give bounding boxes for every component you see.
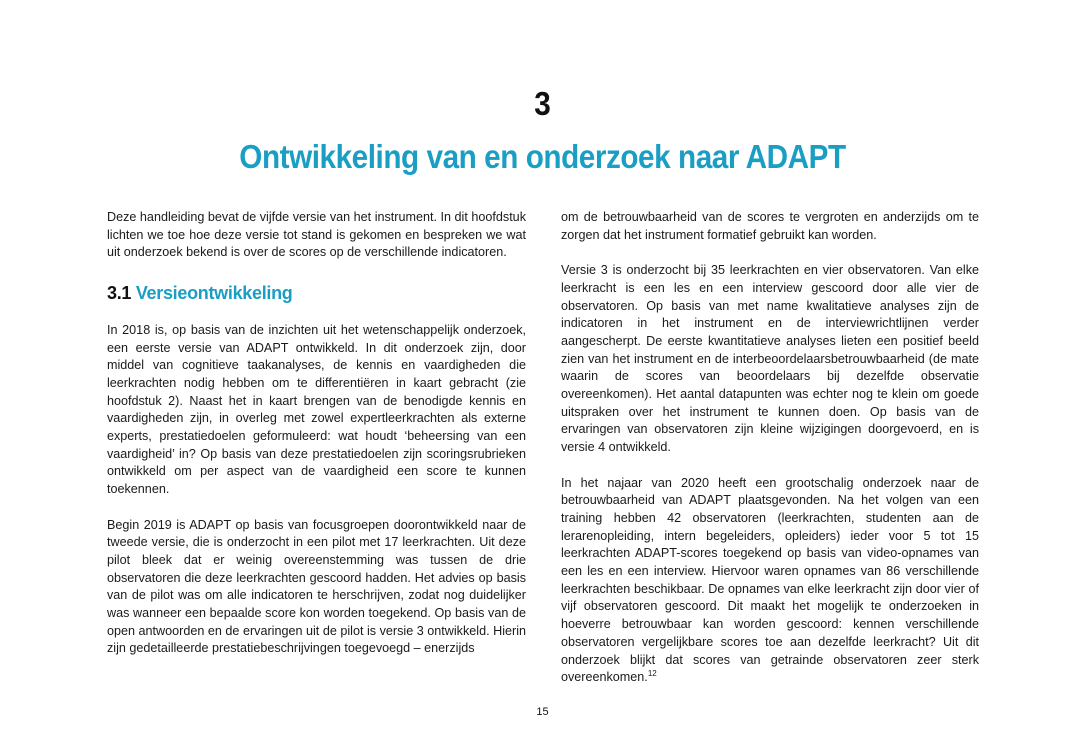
section-heading [107, 280, 526, 306]
intro-paragraph: Deze handleiding bevat de vijfde versie van het instrument. In dit hoofdstuk lichten we toe hoe deze versie tot stand is gekomen en bespreken we wat uit onderzoek bekend is over de scores op de verschillende indicatoren. [107, 210, 526, 260]
right-column [561, 209, 979, 705]
section-title: Versieontwikkeling [135, 282, 293, 303]
footnote-reference[interactable]: 12 [647, 669, 657, 679]
section-number: 3.1 [107, 282, 132, 303]
body-paragraph: In 2018 is, op basis van de inzichten uit het wetenschappelijk onderzoek, een eerste versie van ADAPT ontwikkeld. In dit onderzoek zijn, door middel van cognitieve taakanalyses, de kennis en vaardigheden die leerkrachten nodig hebben om te differentiëren in kaart gebracht (zie hoofdstuk 2). Naast het in kaart brengen van de benodigde kennis en vaardigheden zijn, in overleg met zowel expertleerkrachten als externe experts, prestatiedoelen geformuleerd: wat houdt ‘beheersing van een vaardigheid’ in? Op basis van deze prestatiedoelen zijn scoringsrubrieken ontwikkeld om per aspect van de vaardigheid een score te kunnen toekennen. [107, 322, 526, 497]
left-column [107, 209, 526, 676]
body-paragraph: om de betrouwbaarheid van de scores te vergroten en anderzijds om te zorgen dat het instrument formatief gebruikt kan worden. [561, 210, 979, 242]
body-paragraph-text: In het najaar van 2020 heeft een grootschalig onderzoek naar de betrouwbaarheid van ADAPT plaatsgevonden. Na het volgen van een training hebben 42 observatoren (leerkrachten, studenten aan de lerarenopleiding, intern begeleiders, opleiders) ieder voor 5 tot 15 leerkrachten ADAPT-scores toegekend op basis van video-opnames van een les en een interview. Hiervoor waren opnames van 86 verschillende leerkrachten beschikbaar. De opnames van elke leerkracht zijn door vier of vijf observatoren gescoord. Dit maakt het mogelijk te onderzoeken in hoeverre betrouwbaar kan worden gescoord: kennen verschillende observatoren vergelijkbare scores toe aan dezelfde leerkracht? Uit dit onderzoek blijkt dat scores van getrainde observatoren zeer sterk overeenkomen. [561, 475, 979, 685]
body-paragraph: Versie 3 is onderzocht bij 35 leerkrachten en vier observatoren. Van elke leerkracht is een les en een interview gescoord door alle vier de observatoren. Op basis van met name kwalitatieve analyses zijn de indicatoren in het instrument en de interviewrichtlijnen verder aangescherpt. De eerste kwantitatieve analyses lieten een positief beeld zien van het instrument en de interbeoordelaarsbetrouwbaarheid (de mate waarin de scores van beoordelaars bij dezelfde observatie overeenkomen). Het aantal datapunten was echter nog te klein om goede uitspraken over het instrument te kunnen doen. Op basis van de ervaringen van observatoren zijn kleine wijzigingen doorgevoerd, en is versie 4 ontwikkeld. [561, 263, 979, 455]
body-paragraph: Begin 2019 is ADAPT op basis van focusgroepen doorontwikkeld naar de tweede versie, die is onderzocht in een pilot met 17 leerkrachten. Uit deze pilot bleek dat er weinig overeenstemming was tussen de drie observatoren die deze leerkrachten gescoord hadden. Het advies op basis van de pilot was om alle indicatoren te herschrijven, zodat nog duidelijker was wanneer een bepaalde score kon worden toegekend. Op basis van de open antwoorden en de ervaringen uit de pilot is versie 3 ontwikkeld. Hierin zijn gedetailleerde prestatiebeschrijvingen toegevoegd – enerzijds [107, 517, 526, 656]
body-paragraph [561, 475, 979, 687]
page-number: 15 [536, 706, 549, 718]
chapter-title: Ontwikkeling van en onderzoek naar ADAPT [239, 138, 846, 175]
chapter-number: 3 [534, 85, 551, 122]
